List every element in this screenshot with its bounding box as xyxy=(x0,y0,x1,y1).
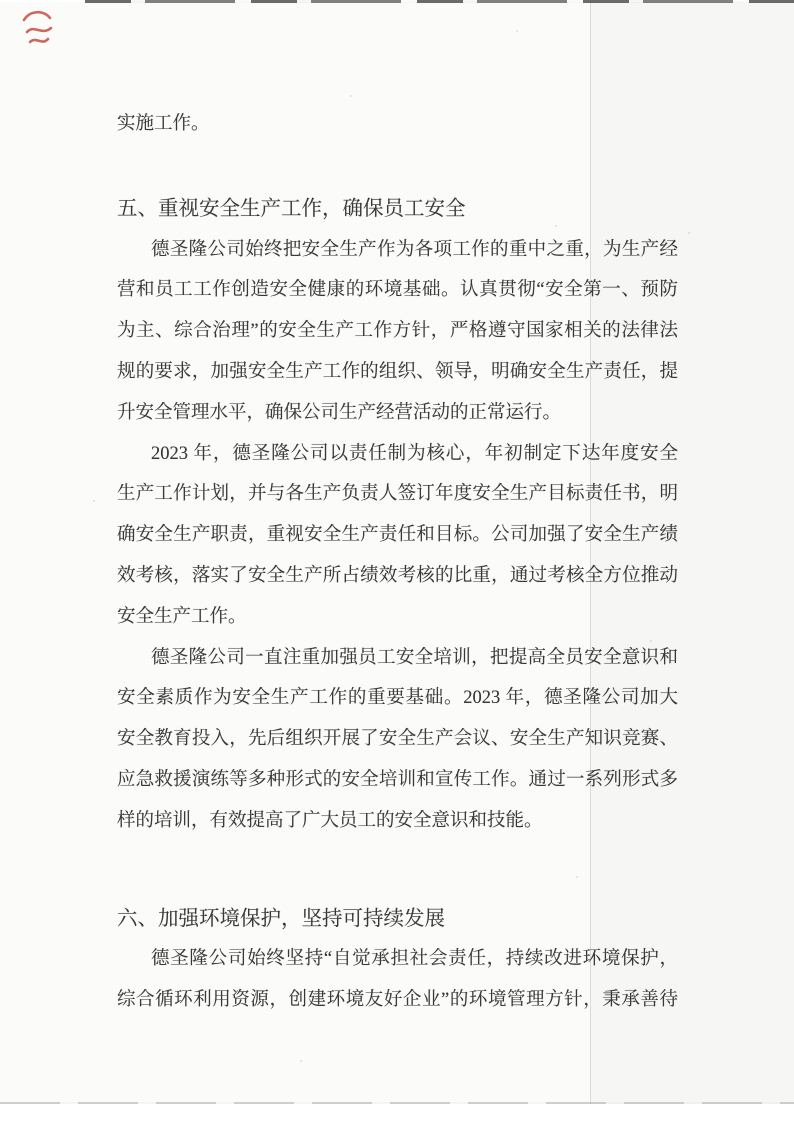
red-stamp-mark-icon xyxy=(18,6,58,50)
scan-bottom-margin xyxy=(0,1104,794,1123)
text-line: 德圣隆公司始终把安全生产作为各项工作的重中之重，为生产经 xyxy=(151,239,678,260)
text-line: 规的要求，加强安全生产工作的组织、领导，明确安全生产责任，提 xyxy=(117,361,678,382)
scan-speck xyxy=(300,1060,302,1062)
text-line: 生产工作计划，并与各生产负责人签订年度安全生产目标责任书，明 xyxy=(117,484,678,505)
paragraph xyxy=(117,230,678,434)
text-line: 德圣隆公司一直注重加强员工安全培训，把提高全员安全意识和 xyxy=(151,647,678,668)
document-text-block xyxy=(117,104,678,1021)
section-heading xyxy=(117,189,678,230)
text-line: 营和员工工作创造安全健康的环境基础。认真贯彻“安全第一、预防 xyxy=(117,280,678,301)
text-line: 升安全管理水平，确保公司生产经营活动的正常运行。 xyxy=(117,402,562,423)
heading-text-line: 六、加强环境保护，坚持可持续发展 xyxy=(117,907,445,930)
text-line: 综合循环利用资源，创建环境友好企业”的环境管理方针，秉承善待 xyxy=(117,990,678,1011)
text-line: 安全生产工作。 xyxy=(117,606,247,627)
text-line: 2023 年，德圣隆公司以责任制为核心，年初制定下达年度安全 xyxy=(151,443,678,464)
paragraph xyxy=(117,638,678,842)
text-line: 效考核，落实了安全生产所占绩效考核的比重，通过考核全方位推动 xyxy=(117,565,678,586)
paragraph xyxy=(117,434,678,638)
text-line: 应急救援演练等多种形式的安全培训和宣传工作。通过一系列形式多 xyxy=(117,769,678,790)
scan-speck xyxy=(688,232,690,234)
heading-text-line: 五、重视安全生产工作，确保员工安全 xyxy=(117,197,466,220)
paragraph xyxy=(117,104,678,145)
section-heading xyxy=(117,899,678,940)
scan-speck xyxy=(93,500,95,502)
text-line: 安全素质作为安全生产工作的重要基础。2023 年，德圣隆公司加大 xyxy=(117,688,678,709)
text-line: 确安全生产职责，重视安全生产责任和目标。公司加强了安全生产绩 xyxy=(117,525,678,546)
scan-top-edge-artifact xyxy=(85,0,794,3)
scan-speck xyxy=(516,30,518,32)
text-line: 德圣隆公司始终坚持“自觉承担社会责任，持续改进环境保护， xyxy=(151,949,678,970)
scan-bottom-edge-artifact xyxy=(0,1102,794,1104)
paragraph xyxy=(117,939,678,1021)
scan-speck xyxy=(350,95,352,97)
text-line: 样的培训，有效提高了广大员工的安全意识和技能。 xyxy=(117,810,543,831)
text-line: 为主、综合治理”的安全生产工作方针，严格遵守国家相关的法律法 xyxy=(117,321,678,342)
text-line: 实施工作。 xyxy=(117,114,210,134)
text-line: 安全教育投入，先后组织开展了安全生产会议、安全生产知识竞赛、 xyxy=(117,729,678,750)
